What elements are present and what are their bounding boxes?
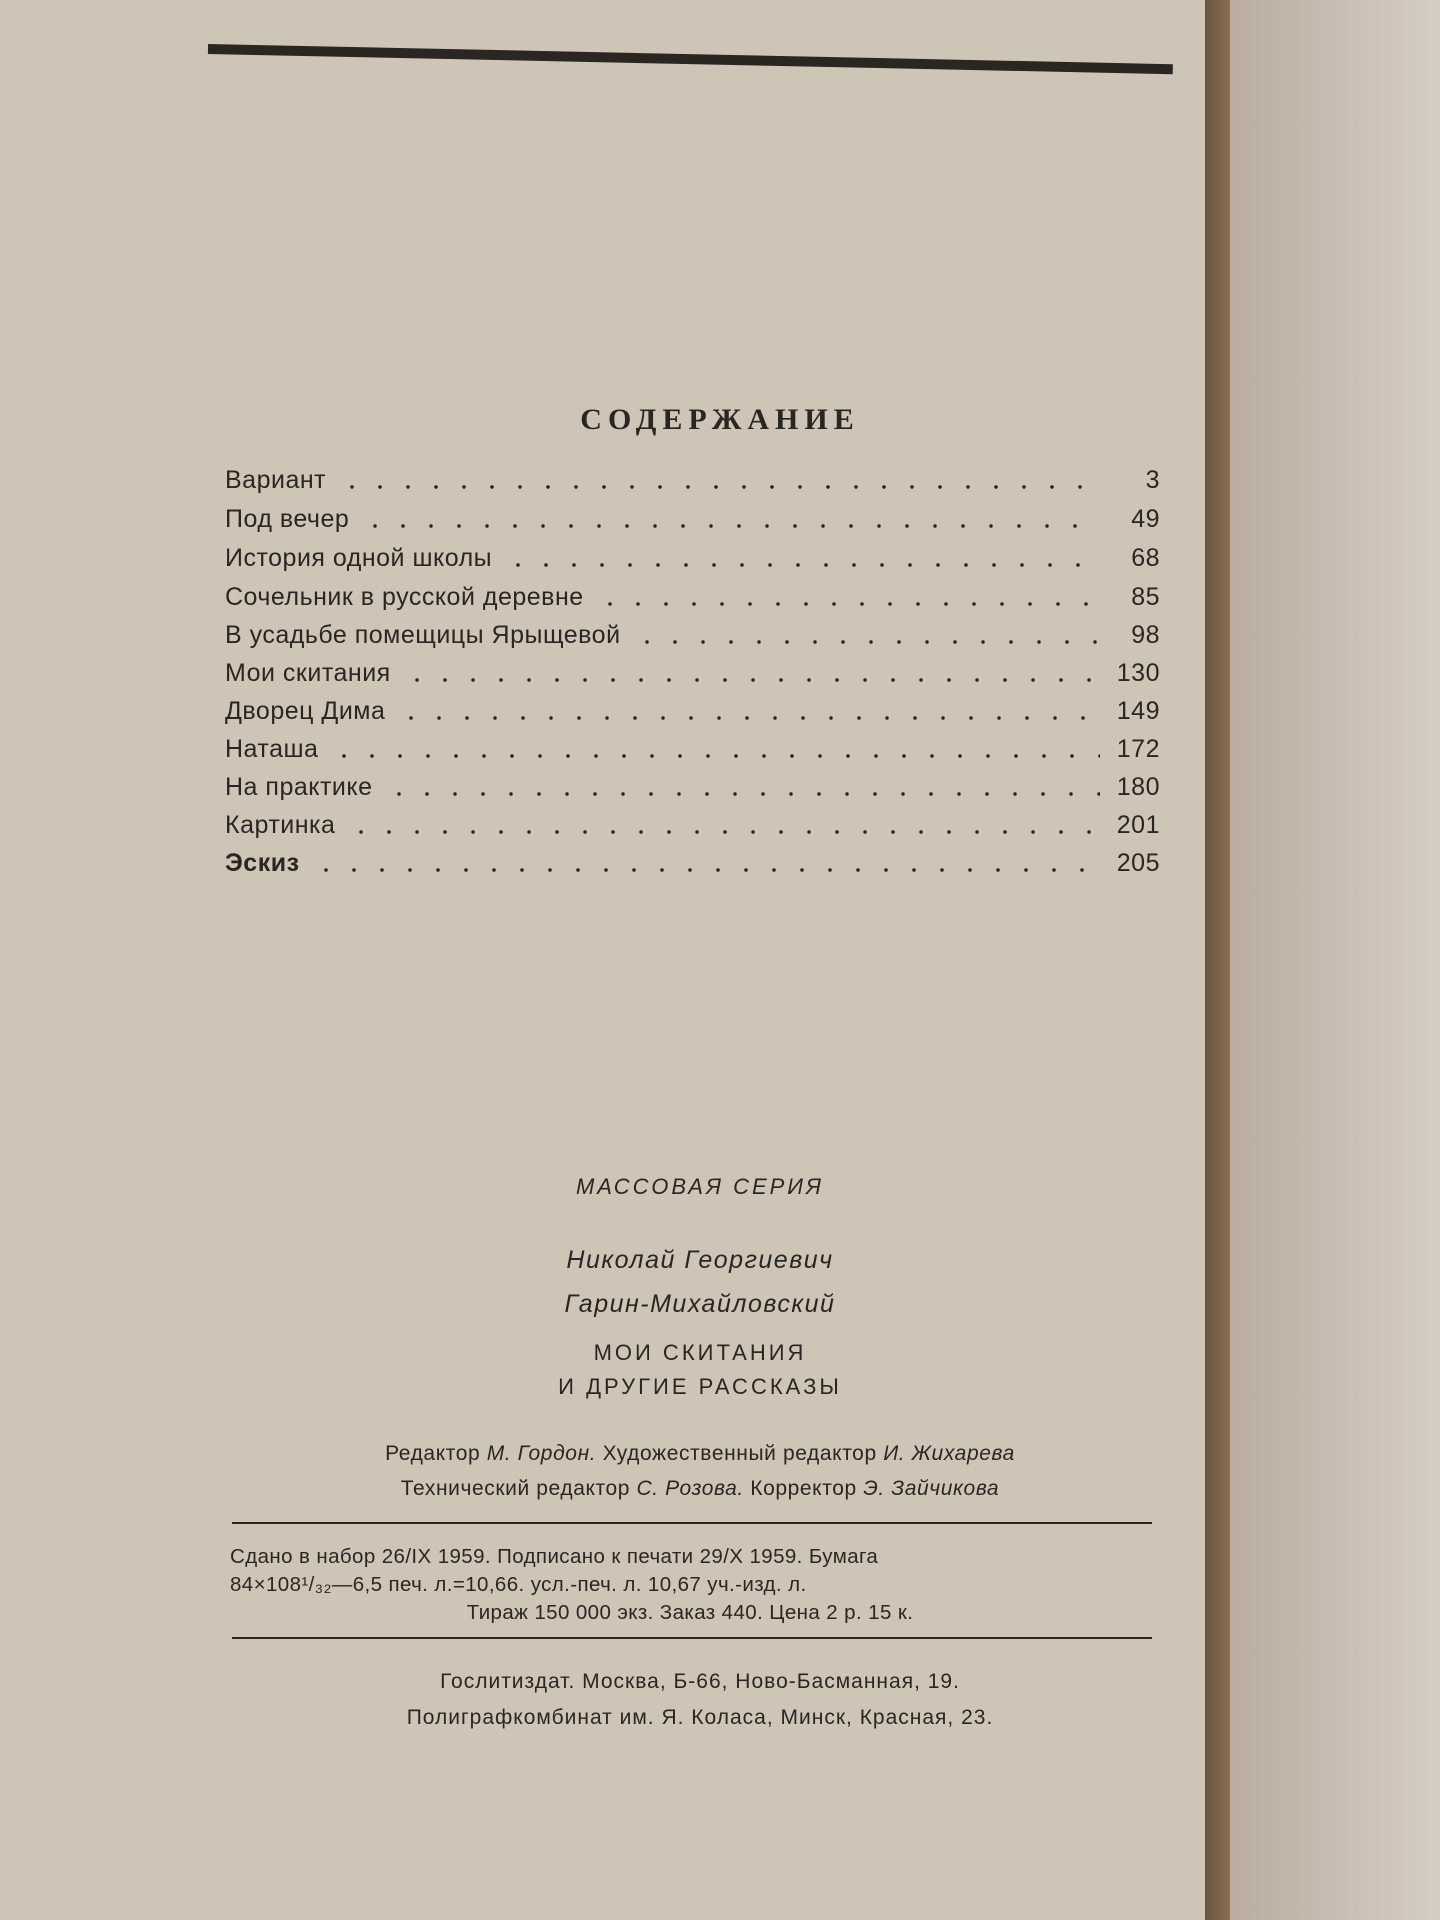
toc-entry-page: 98 xyxy=(1131,621,1160,649)
toc-entry-title: Сочельник в русской деревне xyxy=(225,583,584,611)
toc-entry xyxy=(225,838,1160,878)
toc-entry xyxy=(225,762,1160,802)
toc-entry xyxy=(225,455,1160,495)
toc-entry xyxy=(225,800,1160,840)
imprint-line-1: Сдано в набор 26/IX 1959. Подписано к печати 29/X 1959. Бумага xyxy=(230,1545,879,1568)
tech-editor-label: Технический редактор xyxy=(400,1477,631,1500)
tech-editor-name: С. Розова. xyxy=(636,1477,744,1500)
toc-title: СОДЕРЖАНИЕ xyxy=(580,403,860,436)
corrector-label: Корректор xyxy=(750,1477,857,1500)
toc-entry-page: 130 xyxy=(1116,659,1160,687)
leader-dots xyxy=(385,792,1100,796)
printer-line: Полиграфкомбинат им. Я. Коласа, Минск, Красная, 23. xyxy=(406,1706,994,1729)
leader-dots xyxy=(596,602,1100,606)
publisher-line: Гослитиздат. Москва, Б-66, Ново-Басманная, 19. xyxy=(440,1670,960,1693)
author-name: Николай Георгиевич xyxy=(566,1246,834,1274)
divider-rule xyxy=(232,1522,1152,1524)
author-surname: Гарин-Михайловский xyxy=(564,1290,836,1318)
toc-entry-title: Эскиз xyxy=(225,849,300,877)
leader-dots xyxy=(403,678,1100,682)
book-subtitle: И ДРУГИЕ РАССКАЗЫ xyxy=(558,1374,842,1399)
toc-entry-page: 149 xyxy=(1116,697,1160,725)
corrector-name: Э. Зайчикова xyxy=(863,1477,1000,1500)
editor-name: М. Гордон. xyxy=(486,1442,597,1465)
toc-entry xyxy=(225,494,1160,534)
art-editor-label: Художественный редактор xyxy=(602,1442,877,1465)
leader-dots xyxy=(347,830,1100,834)
imprint-line-2: 84×108¹/₃₂—6,5 печ. л.=10,66. усл.-печ. л. 10,67 уч.-изд. л. xyxy=(230,1573,807,1596)
art-editor-name: И. Жихарева xyxy=(883,1442,1015,1465)
toc-entry-title: Мои скитания xyxy=(225,659,391,687)
leader-dots xyxy=(330,754,1100,758)
toc-entry-page: 68 xyxy=(1131,544,1160,572)
toc-entry-title: Картинка xyxy=(225,811,336,839)
toc-entry-title: Вариант xyxy=(225,466,327,494)
toc-entry xyxy=(225,724,1160,764)
credits-line-2 xyxy=(200,1477,1200,1501)
toc-entry-page: 205 xyxy=(1116,849,1160,877)
toc-entry-page: 201 xyxy=(1116,811,1160,839)
leader-dots xyxy=(504,563,1100,567)
toc-entry xyxy=(225,610,1160,650)
book-spine xyxy=(1205,0,1230,1920)
toc-entry-page: 49 xyxy=(1131,505,1160,533)
toc-entry-title: Под вечер xyxy=(225,505,350,533)
toc-entry-page: 172 xyxy=(1116,735,1160,763)
facing-page xyxy=(1230,0,1440,1920)
toc-entry xyxy=(225,533,1160,573)
toc-entry-page: 180 xyxy=(1116,773,1160,801)
toc-entry xyxy=(225,648,1160,688)
leader-dots xyxy=(312,868,1101,872)
credits-line-1 xyxy=(200,1442,1200,1466)
leader-dots xyxy=(361,524,1100,528)
toc-entry-title: Наташа xyxy=(225,735,319,763)
leader-dots xyxy=(633,640,1100,644)
leader-dots xyxy=(338,485,1100,489)
book-title: МОИ СКИТАНИЯ xyxy=(593,1340,807,1365)
toc-entry-page: 85 xyxy=(1131,583,1160,611)
divider-rule xyxy=(232,1637,1152,1639)
editor-label: Редактор xyxy=(385,1442,481,1465)
leader-dots xyxy=(397,716,1100,720)
series-name: МАССОВАЯ СЕРИЯ xyxy=(575,1174,825,1199)
toc-entry xyxy=(225,572,1160,612)
toc-entry xyxy=(225,686,1160,726)
toc-entry-title: История одной школы xyxy=(225,544,493,572)
toc-entry-title: В усадьбе помещицы Ярыщевой xyxy=(225,621,621,649)
toc-entry-title: На практике xyxy=(225,773,373,801)
toc-entry-title: Дворец Дима xyxy=(225,697,386,725)
toc-entry-page: 3 xyxy=(1145,466,1160,494)
imprint-line-3: Тираж 150 000 экз. Заказ 440. Цена 2 р. 15 к. xyxy=(466,1601,914,1624)
